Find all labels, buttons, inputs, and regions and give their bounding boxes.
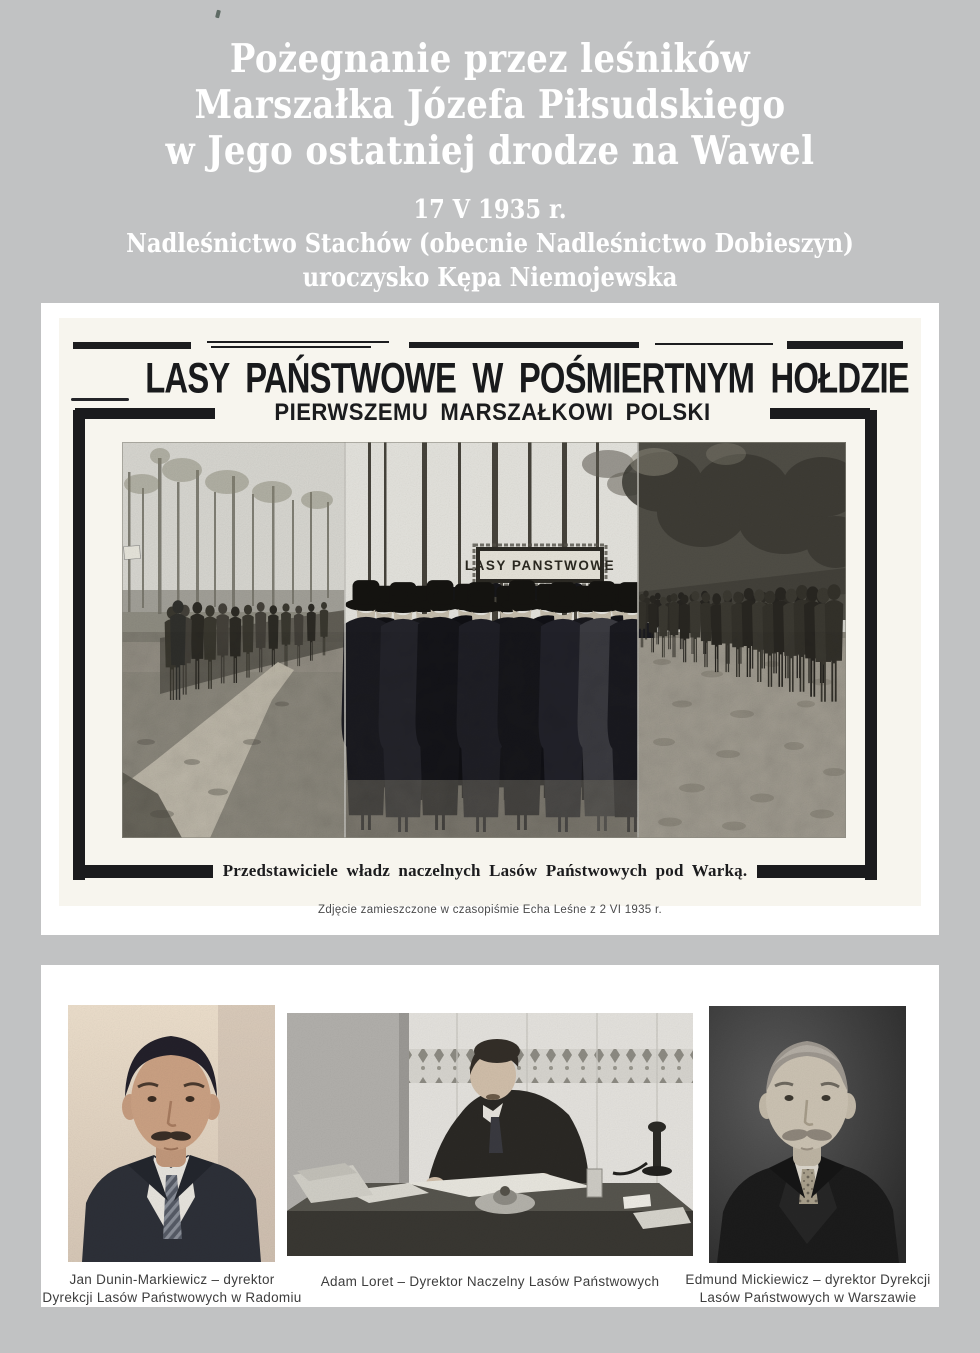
memorial-subtitle <box>0 193 980 295</box>
portrait-photo-loret <box>287 1013 693 1256</box>
subheadline-row <box>59 399 921 426</box>
source-note: Zdjęcie zamieszczone w czasopiśmie Echa Leśne z 2 VI 1935 r. <box>318 904 662 916</box>
loret-at-desk-illustration <box>287 1013 693 1256</box>
subheadline-bar-right <box>770 408 870 419</box>
caption-bar-right <box>757 865 875 878</box>
caption-line: Jan Dunin-Markiewicz – dyrektor <box>69 1272 275 1287</box>
frame-bar-right <box>865 410 877 880</box>
title-line: w Jego ostatniej drodze na Wawel <box>165 128 815 174</box>
title-line: Pożegnanie przez leśników <box>229 36 751 82</box>
subtitle-line: Nadleśnictwo Stachów (obecnie Nadleśnictwo Dobieszyn) <box>126 229 854 259</box>
portrait-photo-mickiewicz <box>709 1006 906 1263</box>
newspaper-subheadline: PIERWSZEMU MARSZAŁKOWI POLSKI <box>274 399 711 426</box>
caption-line: Lasów Państwowych w Warszawie <box>699 1290 917 1305</box>
caption-line: Dyrekcji Lasów Państwowych w Radomiu <box>42 1290 302 1305</box>
portrait-caption <box>677 1271 939 1307</box>
caption-line: Edmund Mickiewicz – dyrektor Dyrekcji <box>685 1272 931 1287</box>
headline-underline-mark <box>71 398 129 401</box>
memorial-title <box>0 36 980 174</box>
caption-line: Adam Loret – Dyrektor Naczelny Lasów Państwowych <box>320 1274 660 1289</box>
newspaper-headline: LASY PAŃSTWOWE W POŚMIERTNYM HOŁDZIE <box>145 353 909 403</box>
rule-segment <box>409 342 639 348</box>
portraits-panel <box>41 965 939 1307</box>
rule-segment <box>211 346 371 348</box>
subheadline-bar-left <box>75 408 215 419</box>
caption-row <box>59 862 921 880</box>
rule-segment <box>207 341 389 343</box>
funeral-honor-guard-photo-illustration <box>122 442 846 838</box>
subtitle-line: 17 V 1935 r. <box>413 195 567 225</box>
title-line: Marszałka Józefa Piłsudskiego <box>194 82 786 128</box>
sign-text: LASY PANSTWOWE <box>464 558 616 573</box>
photo-caption: Przedstawiciele władz naczelnych Lasów Państwowych pod Warką. <box>222 861 748 880</box>
portrait-photo-dunin-markiewicz <box>68 1005 275 1262</box>
portrait-caption <box>260 1273 720 1291</box>
dunin-markiewicz-portrait-illustration <box>68 1005 275 1262</box>
rule-segment <box>73 342 191 349</box>
scan-artifact <box>215 10 221 19</box>
rule-segment <box>787 341 903 349</box>
caption-bar-left <box>75 865 213 878</box>
newspaper-clipping <box>59 318 921 906</box>
frame-bar-left <box>73 410 85 880</box>
newspaper-panel <box>41 303 939 935</box>
rule-segment <box>655 343 773 345</box>
subtitle-line: uroczysko Kępa Niemojewska <box>302 263 678 293</box>
newspaper-photo <box>122 442 846 838</box>
mickiewicz-portrait-illustration <box>709 1006 906 1263</box>
